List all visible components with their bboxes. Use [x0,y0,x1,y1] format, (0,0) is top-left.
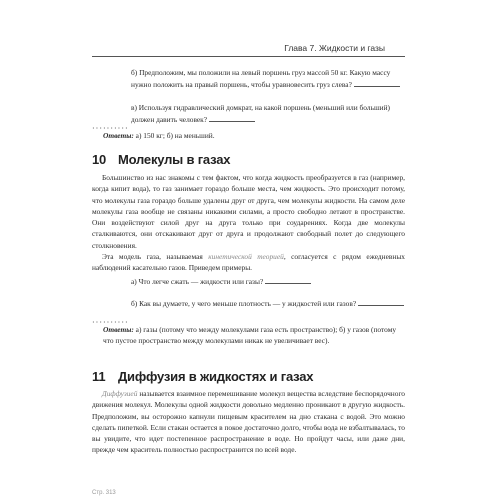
question-c-top [131,102,405,126]
header-rule [92,56,405,57]
section-heading-11 [92,369,313,384]
answers-label: Ответы: [103,325,134,334]
answer-blank [358,297,404,306]
section-heading-10 [92,152,230,167]
question-b-text: б) Как вы думаете, у чего меньше плотность — у жидкостей или газов? [131,299,358,308]
section-number: 11 [92,369,106,384]
section10-paragraph1: Большинство из нас знакомы с тем фактом, что когда жидкость преобразуется в газ (например, когда кипит вода), то газ занимает гораздо больше места, чем жидкость. Это происходит потому, что молекулы газа гораздо больше удалены друг от друга, чем молекулы жидкости. На самом деле молекулы газа вообще не связаны никакими силами, а просто свободно летают в пространстве. Они воздействуют силой друг на друга только при соударениях. Когда две молекулы сталкиваются, они отскакивают друг от друга и продолжают свободный полет до следующего столкновения. [92,173,405,250]
answers-text: а) 150 кг; б) на меньший. [133,131,215,140]
section11-text: называется взаимное перемешивание молекул вещества вследствие беспорядочного движения молекул. Молекулы одной жидкости довольно медленно проникают в другую жидкость. Предположим, вы осторожно капнули пищевым красителем на дно стакана с водой. Это можно сделать пипеткой. Если стакан остается в покое достаточно долго, чтобы вода не взбалтывалась, то вы увидите, что идет постепенное распространение в воде. Но пройдут часы, или даже дни, прежде чем краситель полностью распространится по всей воде. [92,389,405,455]
running-head: Глава 7. Жидкости и газы [284,43,385,53]
section11-paragraph [92,388,405,456]
answers-block-2 [103,324,405,347]
section-number: 10 [92,152,107,167]
page-folio: Стр. 313 [92,490,116,496]
term-diffusion: Диффузией [102,389,138,398]
section-title: Диффузия в жидкостях и газах [118,369,314,384]
answers-text: а) газы (потому что между молекулами газа есть пространство); б) у газов (потому что пустое пространство между молекулами никак не увеличивает вес). [103,325,397,346]
answers-block-1 [103,130,405,141]
section10-paragraph2 [92,251,405,274]
question-b-text: б) Предположим, мы положили на левый поршень груз массой 50 кг. Какую массу нужно положить на правый поршень, чтобы уравновесить груз слева? [131,68,391,90]
paragraph2-end: , согласуется с рядом ежедневных наблюдений касательно газов. Приведем примеры. [92,252,405,273]
answer-blank [265,275,311,284]
section-title: Молекулы в газах [118,152,231,167]
question-b-mid [131,297,405,309]
term-kinetic-theory: кинетической теорией [208,252,284,261]
answer-divider-dots: ·········· [92,124,129,133]
paragraph2-start: Эта модель газа, называемая [102,252,209,261]
answer-divider-dots: ·········· [92,318,129,327]
question-b-top [131,67,405,91]
answer-blank [354,78,400,87]
question-a-mid [131,275,405,287]
question-a-text: а) Что легче сжать — жидкости или газы? [131,277,266,286]
answers-label: Ответы: [103,131,134,140]
question-c-text: в) Используя гидравлический домкрат, на какой поршень (меньший или больший) должен давить человек? [131,103,391,125]
answer-blank [209,113,255,122]
